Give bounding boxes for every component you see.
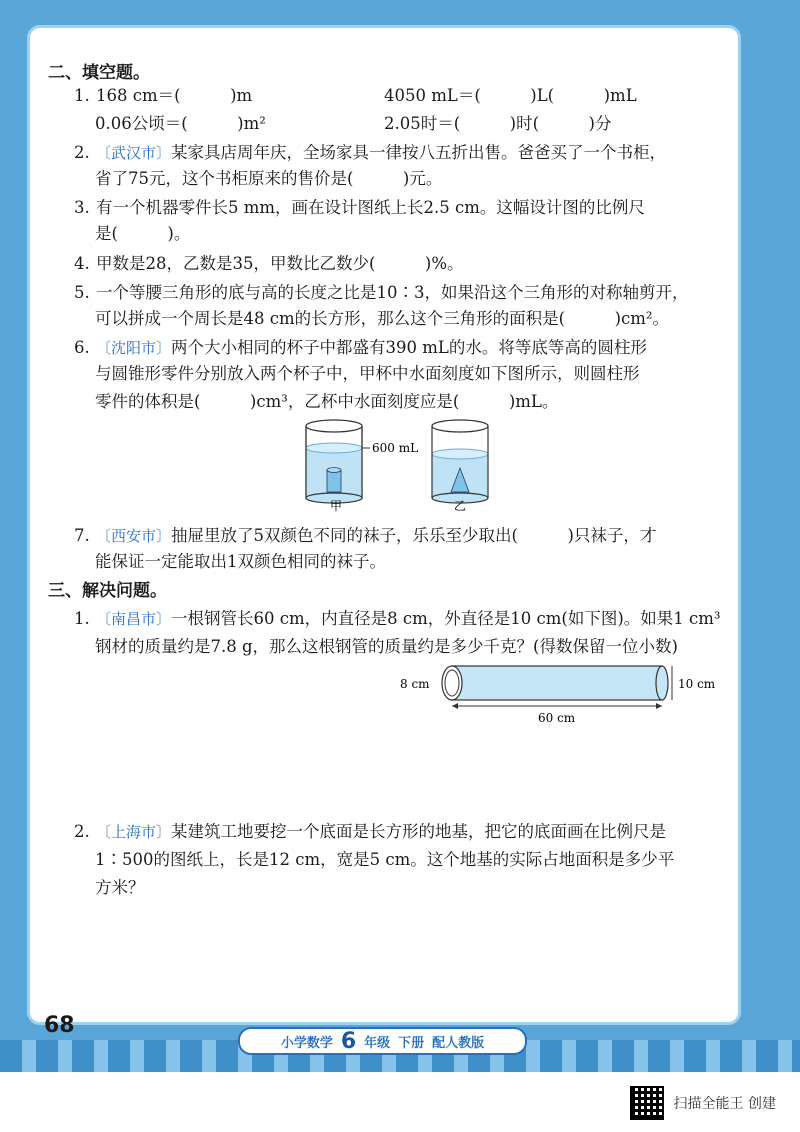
q1-c: 0.06公顷＝( )m²	[95, 114, 266, 133]
pipe-outer-label: 10 cm	[678, 677, 716, 691]
p2-line1: 2. 〔上海市〕某建筑工地要挖一个底面是长方形的地基，把它的底面画在比例尺是	[74, 822, 667, 841]
q3-line2: 是( )。	[95, 224, 191, 243]
cup-b-label: 乙	[454, 499, 467, 513]
cup-b	[432, 420, 488, 503]
book-info-bar	[238, 1027, 527, 1055]
cup-a-level-label: 600 mL	[372, 441, 419, 455]
region-tag: 〔上海市〕	[96, 823, 172, 841]
p2-line3: 方米？	[95, 878, 145, 897]
subject: 小学数学	[280, 1035, 333, 1051]
region-tag: 〔沈阳市〕	[96, 339, 172, 357]
region-tag: 〔武汉市〕	[96, 144, 172, 162]
qr-code-icon	[630, 1086, 664, 1120]
q5-line2: 可以拼成一个周长是48 cm的长方形，那么这个三角形的面积是( )cm²。	[95, 309, 670, 328]
cup-a	[306, 420, 370, 503]
q6-line1: 6. 〔沈阳市〕两个大小相同的杯子中都盛有390 mL的水。将等底等高的圆柱形	[74, 338, 647, 357]
scanner-watermark	[630, 1086, 776, 1120]
section-3-title: 三、解决问题。	[48, 581, 167, 601]
section-2-title: 二、填空题。	[48, 63, 150, 83]
p1-line1: 1. 〔南昌市〕一根钢管长60 cm，内直径是8 cm，外直径是10 cm(如下图)。如果1 cm³	[74, 609, 721, 628]
scanner-text: 扫描全能王 创建	[673, 1096, 776, 1112]
q4-line1: 4. 甲数是28，乙数是35，甲数比乙数少( )%。	[74, 254, 464, 273]
q7-line1: 7. 〔西安市〕抽屉里放了5双颜色不同的袜子，乐乐至少取出( )只袜子，才	[74, 526, 657, 545]
q2-line2: 省了75元，这个书柜原来的售价是( )元。	[95, 169, 443, 188]
q7-line2: 能保证一定能取出1双颜色相同的袜子。	[95, 552, 386, 571]
q1-b: 4050 mL＝( )L( )mL	[384, 86, 637, 105]
q6-line3: 零件的体积是( )cm³，乙杯中水面刻度应是( )mL。	[95, 392, 559, 411]
p1-line2: 钢材的质量约是7.8 g，那么这根钢管的质量约是多少千克？(得数保留一位小数)	[95, 637, 678, 656]
q6-line2: 与圆锥形零件分别放入两个杯子中，甲杯中水面刻度如下图所示，则圆柱形	[95, 364, 640, 383]
edition: 配人教版	[432, 1035, 485, 1051]
p2-line2: 1∶500的图纸上，长是12 cm，宽是5 cm。这个地基的实际占地面积是多少平	[95, 850, 675, 869]
pipe-length-label: 60 cm	[538, 711, 576, 725]
pipe-figure	[396, 660, 726, 726]
q5-line1: 5. 一个等腰三角形的底与高的长度之比是10∶3，如果沿这个三角形的对称轴剪开，	[74, 283, 689, 302]
region-tag: 〔南昌市〕	[96, 610, 172, 628]
cups-figure	[296, 414, 516, 514]
page-number: 68	[44, 1013, 75, 1038]
q1-row1: 1. 168 cm＝( )m	[74, 86, 253, 105]
q3-line1: 3. 有一个机器零件长5 mm，画在设计图纸上长2.5 cm。这幅设计图的比例尺	[74, 198, 645, 217]
q1-a: 168 cm＝( )m	[96, 86, 253, 105]
q2-line1: 2. 〔武汉市〕某家具店周年庆，全场家具一律按八五折出售。爸爸买了一个书柜，	[74, 143, 667, 162]
q1-d: 2.05时＝( )时( )分	[384, 114, 612, 133]
pipe-inner-label: 8 cm	[400, 677, 430, 691]
cup-a-label: 甲	[330, 499, 343, 513]
region-tag: 〔西安市〕	[96, 527, 172, 545]
grade-number: 6	[340, 1028, 357, 1054]
grade: 年级	[364, 1035, 391, 1051]
volume: 下册	[398, 1035, 425, 1051]
